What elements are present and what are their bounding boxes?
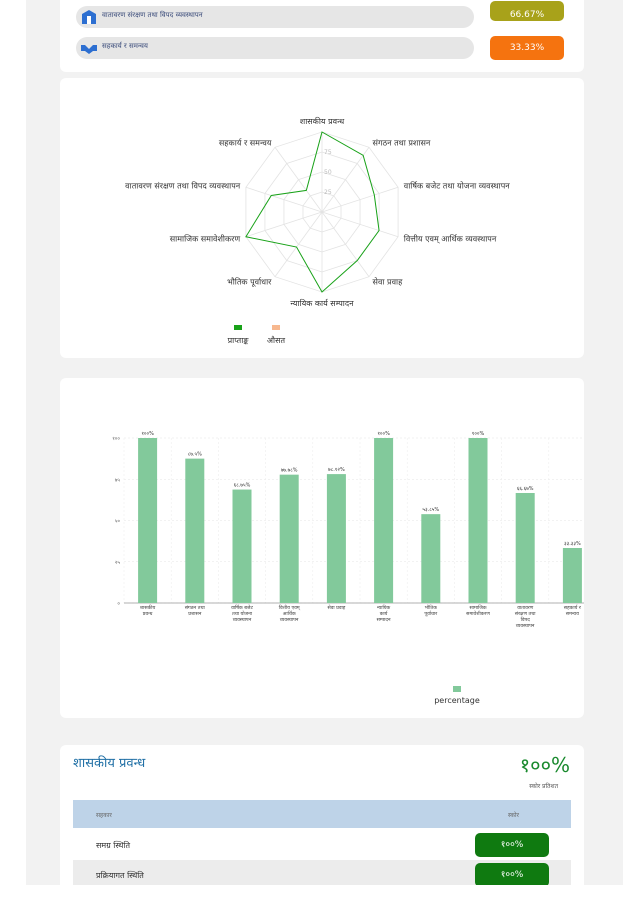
radar-axis-label: सहकार्य र समन्वय — [218, 138, 272, 148]
bar-value-label: ७८.१२% — [328, 467, 345, 474]
radar-tick-label: 75 — [324, 149, 332, 156]
x-tick-label: वातावरण संरक्षण तथा विपद व्यवस्थापन — [514, 606, 536, 629]
table-row-score-badge: १००% — [475, 833, 549, 857]
y-tick-label: ५० — [114, 518, 120, 525]
radar-spoke — [322, 147, 369, 212]
y-tick-label: १०० — [112, 436, 120, 442]
bar-chart-card — [60, 378, 584, 718]
y-tick-label: ० — [117, 601, 120, 607]
x-tick-label: सेवा प्रवाह — [327, 606, 346, 611]
x-tick-label: वार्षिक बजेट तथा योजना व्यवस्थापन — [231, 606, 253, 623]
page-background — [26, 0, 623, 885]
indicator-summary-card — [60, 0, 584, 72]
table-header-score: स्कोर — [508, 812, 519, 819]
y-tick-label: ७५ — [114, 477, 120, 484]
radar-axis-label: सामाजिक समावेशीकरण — [169, 234, 241, 244]
radar-tick-label: 50 — [324, 169, 332, 176]
radar-axis-label: सेवा प्रवाह — [372, 277, 403, 287]
bar[interactable] — [138, 438, 157, 603]
x-tick-label: संगठन तथा प्रशासन — [184, 606, 205, 617]
y-tick-label: २५ — [114, 559, 120, 566]
bar[interactable] — [233, 490, 252, 603]
bar-value-label: ३३.३३% — [564, 541, 581, 548]
legend-label[interactable]: प्राप्ताङ्क — [227, 336, 249, 345]
legend-label[interactable]: percentage — [434, 696, 480, 705]
bar[interactable] — [374, 438, 393, 603]
x-tick-label: शासकीय प्रवन्ध — [139, 606, 156, 617]
bar-chart — [60, 378, 584, 718]
x-tick-label: न्यायिक कार्य सम्पादन — [376, 606, 391, 623]
x-tick-label: सहकार्य र समन्वय — [563, 606, 581, 617]
bar[interactable] — [469, 438, 488, 603]
radar-chart-card — [60, 78, 584, 358]
table-row-name: समग्र स्थिति — [96, 841, 131, 850]
bar-value-label: ६८.७५% — [233, 482, 251, 489]
radar-axis-label: वार्षिक बजेट तथा योजना व्यवस्थापन — [403, 181, 510, 191]
building-icon — [80, 9, 98, 25]
detail-card — [60, 745, 584, 885]
radar-axis-label: संगठन तथा प्रशासन — [372, 138, 431, 148]
x-tick-label: वित्तीय एवम् आर्थिक व्यवस्थापन — [278, 606, 300, 623]
x-tick-label: सामाजिक समावेशीकरण — [466, 606, 490, 617]
indicator-score-badge: 33.33% — [490, 36, 564, 60]
indicator-label: वातावरण संरक्षण तथा विपद व्यवस्थापन — [102, 11, 203, 19]
radar-spoke — [322, 212, 369, 277]
bar-value-label: ६६.६७% — [516, 485, 534, 492]
radar-axis-label: न्यायिक कार्य सम्पादन — [290, 299, 354, 308]
bar[interactable] — [280, 475, 299, 603]
bar-value-label: १००% — [377, 431, 390, 437]
indicator-row[interactable] — [76, 37, 474, 59]
bar[interactable] — [185, 459, 204, 603]
table-row[interactable] — [73, 860, 571, 885]
detail-score: १००% — [519, 753, 570, 777]
radar-axis-label: वित्तीय एवम् आर्थिक व्यवस्थापन — [403, 234, 497, 244]
radar-tick-label: 25 — [324, 189, 332, 196]
detail-title: शासकीय प्रवन्ध — [73, 756, 146, 771]
table-row-score-badge: १००% — [475, 863, 549, 885]
detail-score-caption: स्कोर प्रतिशत — [529, 783, 558, 790]
legend-label[interactable]: औसत — [266, 336, 286, 345]
radar-series-line — [246, 132, 379, 292]
bar[interactable] — [421, 514, 440, 603]
radar-axis-label: भौतिक पूर्वाधार — [227, 277, 272, 287]
bar-value-label: १००% — [141, 431, 154, 437]
bar-value-label: १००% — [471, 431, 485, 437]
table-header — [73, 800, 571, 828]
legend-swatch[interactable] — [272, 325, 280, 330]
bar[interactable] — [327, 474, 346, 603]
bar[interactable] — [563, 548, 582, 603]
bar-value-label: ८७.५% — [187, 451, 202, 458]
indicator-label: सहकार्य र समन्वय — [102, 42, 148, 50]
legend-swatch[interactable] — [234, 325, 242, 330]
table-row[interactable] — [73, 830, 571, 860]
indicator-score-badge: 66.67% — [490, 1, 564, 21]
table-header-name: सहकार — [96, 812, 112, 819]
radar-axis-label: शासकीय प्रवन्ध — [299, 117, 345, 126]
handshake-icon — [80, 40, 98, 56]
bar-value-label: ७७.७८% — [280, 467, 298, 474]
radar-chart — [60, 78, 584, 358]
bar[interactable] — [516, 493, 535, 603]
table-row-name: प्रक्रियागत स्थिति — [96, 871, 144, 880]
bar-value-label: ५३.८५% — [422, 507, 440, 514]
radar-axis-label: वातावरण संरक्षण तथा विपद व्यवस्थापन — [125, 181, 241, 191]
indicator-row[interactable] — [76, 6, 474, 28]
x-tick-label: भौतिक पूर्वाधार — [424, 606, 438, 617]
legend-swatch[interactable] — [453, 686, 461, 692]
